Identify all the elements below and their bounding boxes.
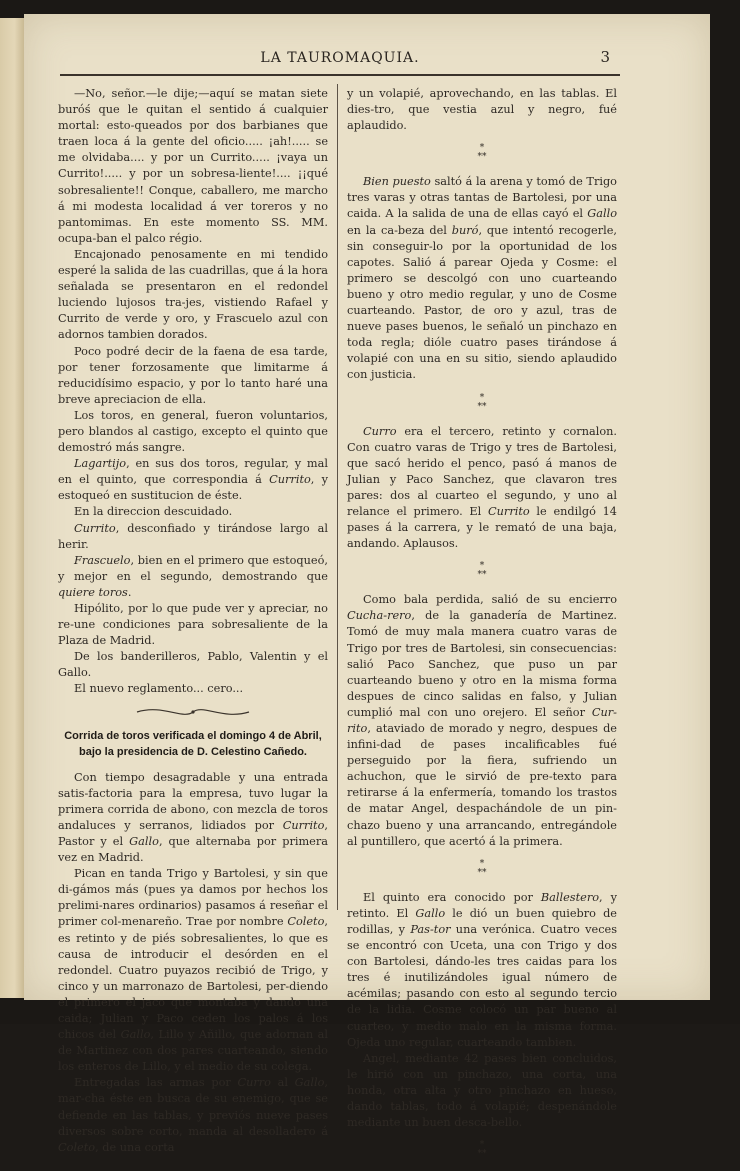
- asterism-icon: * **: [477, 858, 487, 878]
- ornament-divider-icon: [133, 706, 253, 718]
- paragraph: Frascuelo, bien en el primero que estoqueó, y mejor en el segundo, demostrando que quiere toros.: [58, 553, 328, 599]
- asterism-icon: * **: [477, 561, 487, 581]
- page-number: 3: [600, 48, 610, 66]
- paragraph: En la direccion descuidado.: [74, 505, 233, 519]
- paragraph: Hipólito, por lo que pude ver y apreciar, no re-une condiciones para sobresaliente de la Plaza de Madrid.: [58, 602, 328, 648]
- paragraph: Angel, mediante 42 pases bien concluidos, le hirió con un pinchazo, una corta, una honda, otra alta y otro pinchazo en hueso, dando tablas, todo á volapié; despenándole mediante un buen desca-bello.: [347, 1051, 617, 1130]
- paragraph: Con tiempo desagradable y una entrada satis-factoria para la empresa, tuvo lugar la primera corrida de abono, con mezcla de toros andaluces y serranos, lidiados por Currito, Pastor y el Gallo, que alternaba por primera vez en Madrid.: [58, 770, 328, 865]
- right-column: [347, 86, 617, 1171]
- asterism-icon: * **: [477, 392, 487, 412]
- paragraph: Curro era el tercero, retinto y cornalon. Con cuatro varas de Trigo y tres de Bartolesi, que sacó herido el penco, pasó á manos de Julian y Paco Sanchez, que clavaron tres pares: dos al cuarteo el segundo, y uno al relance el primero. El Currito le endilgó 14 pases á la carrera, y le remató de una baja, andando. Aplausos.: [347, 424, 617, 551]
- asterism-icon: * **: [477, 143, 487, 163]
- paragraph: Como bala perdida, salió de su encierro Cucha-rero, de la ganadería de Martinez. Tomó de muy mala manera cuatro varas de Trigo por tres de Bartolesi, sin consecuencias: salió Paco Sanchez, que puso un par cuarteando bueno y otro en la misma forma despues de cinco salidas en falso, y Julian cumplió mal con uno orejero. El señor Cur-rito, ataviado de morado y negro, despues de infini-dad de pases incalificables fué perseguido por la fiera, sufriendo un achuchon, que le sirvió de pre-texto para retirarse á la enfermería, tomando los trastos de matar Angel, despachándole de un pin-chazo bueno y una arrancando, entregándole al puntillero, que acertó á la primera.: [347, 593, 617, 848]
- running-title: LA TAUROMAQUIA.: [260, 50, 420, 66]
- header-rule: [60, 74, 620, 76]
- paragraph: De los banderilleros, Pablo, Valentin y el Gallo.: [58, 650, 328, 680]
- paragraph: El nuevo reglamento... cero...: [74, 682, 244, 696]
- paragraph: El quinto era conocido por Ballestero, y retinto. El Gallo le dió un buen quiebro de rodillas, y Pas-tor una verónica. Cuatro veces se encontró con Uceta, una con Trigo y dos con Bartolesi, dándo-les tres caidas para los tres é inutilizándoles igual número de acémilas; pasando con esto al segundo tercio de la lidia. Cosme colocó un par bueno al cuarteo, y medio malo en la misma forma. Ojeda uno regular, cuarteando tambien.: [347, 890, 618, 1049]
- paragraph: Encajonado penosamente en mi tendido esperé la salida de las cuadrillas, que á la hora señalada se presentaron en el redondel luciendo lujosos tra-jes, vistiendo Rafael y Currito de verde y oro, y Frascuelo azul con adornos tambien dorados.: [58, 247, 328, 342]
- asterism-icon: * **: [477, 1140, 487, 1160]
- paragraph: Currito, desconfiado y tirándose largo al herir.: [58, 521, 328, 551]
- paragraph: Lagartijo, en sus dos toros, regular, y mal en el quinto, que correspondia á Currito, y estoqueó en sustitucion de éste.: [58, 457, 328, 503]
- column-divider: [337, 84, 338, 910]
- section-title: Corrida de toros verificada el domingo 4 de Abril, bajo la presidencia de D. Celestino Cañedo.: [64, 729, 322, 758]
- paragraph: Los toros, en general, fueron voluntarios, pero blandos al castigo, excepto el quinto que demostró más sangre.: [58, 408, 328, 455]
- previous-page-edge: [0, 18, 26, 998]
- paragraph: Entregadas las armas por Curro al Gallo, mar-cha éste en busca de su enemigo, que se defiende en las tablas, y previós nueve pases diversos sobre corto, manda al desolladero á Coleto, de una corta: [58, 1076, 329, 1154]
- left-column: [58, 86, 328, 1156]
- paragraph: Bien puesto saltó á la arena y tomó de Trigo tres varas y otras tantas de Bartolesi, por una caida. A la salida de una de ellas cayó el Gallo en la ca-beza del buró, que intentó recogerle, sin conseguir-lo por la oportunidad de los capotes. Salió á parear Ojeda y Cosme: el primero se descolgó con uno cuarteando bueno y otro medio regular, y uno de Cosme cuarteando. Pastor, de oro y azul, tras de nueve pases buenos, le señaló un pinchazo en toda regla; dióle cuatro pases tirándose á volapié con una en su sitio, siendo aplaudido con justicia.: [347, 175, 617, 382]
- paragraph: Poco podré decir de la faena de esa tarde, por tener forzosamente que limitarme á reducidísimo espacio, y por lo tanto haré una breve apreciacion de ella.: [58, 344, 328, 406]
- paragraph: —No, señor.—le dije;—aquí se matan siete buróś que le quitan el sentido á cualquier mortal: esto-queados por dos barbianes que traen loca á la gente del oficio..... ¡ah!..... se me olvidaba.... y por un Currito..... ¡vaya un Currito!..... y por un sobresa-liente!.... ¡¡qué sobresaliente!! Conque, caballero, me marcho á mi modesta localidad á ver toreros y no pantomimas. En este momento SS. MM. ocupa-ban el palco régio.: [58, 87, 328, 245]
- paragraph: y un volapié, aprovechando, en las tablas. El dies-tro, que vestia azul y negro, fué aplaudido.: [347, 87, 617, 133]
- paragraph: Pican en tanda Trigo y Bartolesi, y sin que di-gámos más (pues ya damos por hechos los prelimi-nares ordinarios) pasamos á reseñar el primer col-menareño. Trae por nombre Coleto, es retinto y de piés sobresalientes, lo que es causa de introducir el desórden en el redondel. Cuatro puyazos recibió de Trigo, y cinco y un marronazo de Bartolesi, per-diendo el primero el jaco que montaba y dando una caida; Julian y Paco ceden los palos á los chicos del Gallo, Lillo y Añillo, que adornan al de Martinez con dos pares cuarteando, siendo los enteros de Lillo, y el medio de su colega.: [58, 867, 328, 1074]
- page-header: [60, 46, 620, 72]
